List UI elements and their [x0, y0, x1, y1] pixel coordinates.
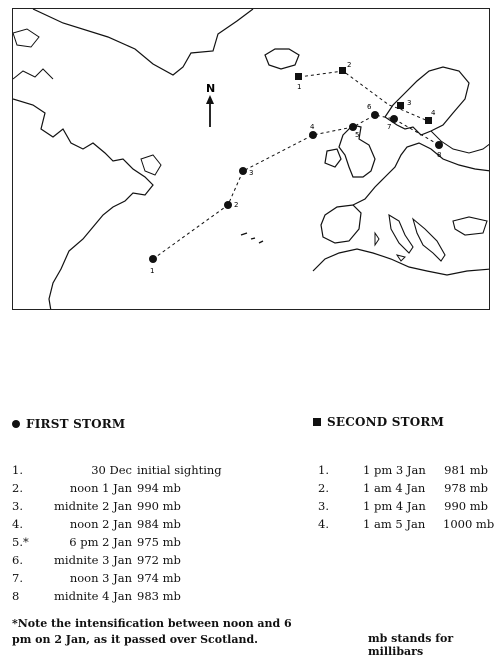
row-value: 983 mb	[137, 589, 181, 603]
second-storm-label: 2	[347, 61, 352, 69]
first-storm-points	[149, 111, 443, 263]
row-value: 972 mb	[137, 553, 181, 567]
second-storm-point	[425, 117, 432, 124]
iberia	[321, 205, 361, 243]
first-storm-title: FIRST STORM	[26, 417, 126, 431]
row-value: 975 mb	[137, 535, 181, 549]
row-number: 4.	[318, 517, 329, 531]
north-africa-coast	[313, 249, 490, 275]
europe-coast	[353, 143, 490, 205]
units-note: mb stands for millibars	[368, 632, 454, 658]
north-america-coast	[13, 99, 153, 310]
row-time: 1 am 5 Jan	[363, 517, 426, 531]
row-number: 7.	[12, 571, 23, 585]
row-value: 1000 mb	[443, 517, 495, 531]
first-storm-point	[224, 201, 232, 209]
first-storm-point	[149, 255, 157, 263]
second-storm-label: 1	[297, 83, 302, 91]
first-storm-point	[239, 167, 247, 175]
second-storm-point	[339, 67, 346, 74]
first-storm-point	[349, 123, 357, 131]
first-storm-point	[435, 141, 443, 149]
row-number: 4.	[12, 517, 23, 531]
row-value: 984 mb	[137, 517, 181, 531]
first-storm-point	[390, 115, 398, 123]
greenland-coast	[33, 9, 253, 75]
first-storm-label: 7	[387, 123, 392, 131]
row-number: 2.	[12, 481, 23, 495]
north-arrow-icon	[206, 82, 215, 127]
row-value: 978 mb	[444, 481, 488, 495]
row-value: 990 mb	[444, 499, 488, 513]
azores	[241, 233, 263, 243]
first-storm-label: 4	[310, 123, 315, 131]
second-storm-point	[397, 102, 404, 109]
first-storm-label: 2	[234, 201, 239, 209]
row-number: 1.	[12, 463, 23, 477]
newfoundland	[141, 155, 161, 175]
second-storm-points	[295, 67, 432, 124]
black-sea	[453, 217, 487, 235]
scandinavia-coast	[385, 67, 469, 135]
first-storm-label: 8	[437, 151, 442, 159]
row-value: 974 mb	[137, 571, 181, 585]
second-storm-label: 4	[431, 109, 436, 117]
row-time: 1 pm 3 Jan	[363, 463, 426, 477]
second-storm-point	[295, 73, 302, 80]
square-marker-icon	[313, 418, 321, 426]
med-islands	[375, 233, 405, 261]
balkans	[413, 219, 445, 261]
first-storm-point	[309, 131, 317, 139]
storm-track-map	[12, 8, 490, 310]
footnote: *Note the intensification between noon and 6 pm on 2 Jan, as it passed over Scotland.	[12, 617, 292, 646]
second-storm-title: SECOND STORM	[327, 415, 445, 429]
row-time: noon 3 Jan	[69, 571, 132, 585]
row-time: midnite 3 Jan	[54, 553, 132, 567]
north-label: N	[206, 82, 216, 95]
first-storm-label: 6	[367, 103, 372, 111]
row-number: 6.	[12, 553, 23, 567]
row-number: 3.	[12, 499, 23, 513]
row-time: 1 pm 4 Jan	[363, 499, 426, 513]
map-svg	[13, 9, 490, 310]
row-time: midnite 4 Jan	[54, 589, 132, 603]
first-storm-heading	[12, 417, 125, 431]
ireland	[325, 149, 341, 167]
second-storm-label: 3	[407, 99, 412, 107]
row-value: 981 mb	[444, 463, 488, 477]
row-number: 3.	[318, 499, 329, 513]
first-storm-label: 5	[355, 131, 360, 139]
arctic-island	[13, 29, 39, 47]
row-value: initial sighting	[137, 463, 222, 477]
row-number: 5.*	[12, 535, 29, 549]
first-storm-label: 1	[150, 267, 155, 275]
circle-marker-icon	[12, 420, 20, 428]
row-time: noon 2 Jan	[69, 517, 132, 531]
row-number: 8	[12, 589, 20, 603]
italy	[389, 215, 413, 253]
second-storm-heading	[313, 415, 444, 429]
first-storm-labels	[150, 103, 441, 275]
row-value: 994 mb	[137, 481, 181, 495]
row-time: midnite 2 Jan	[54, 499, 132, 513]
first-storm-label: 3	[249, 169, 254, 177]
row-number: 2.	[318, 481, 329, 495]
row-time: 30 Dec	[91, 463, 132, 477]
baffin-coast	[13, 69, 53, 79]
row-time: noon 1 Jan	[69, 481, 132, 495]
first-storm-point	[371, 111, 379, 119]
row-value: 990 mb	[137, 499, 181, 513]
iceland	[265, 49, 299, 69]
second-storm-track	[299, 71, 428, 121]
row-time: 6 pm 2 Jan	[69, 535, 132, 549]
row-time: 1 am 4 Jan	[363, 481, 426, 495]
row-number: 1.	[318, 463, 329, 477]
